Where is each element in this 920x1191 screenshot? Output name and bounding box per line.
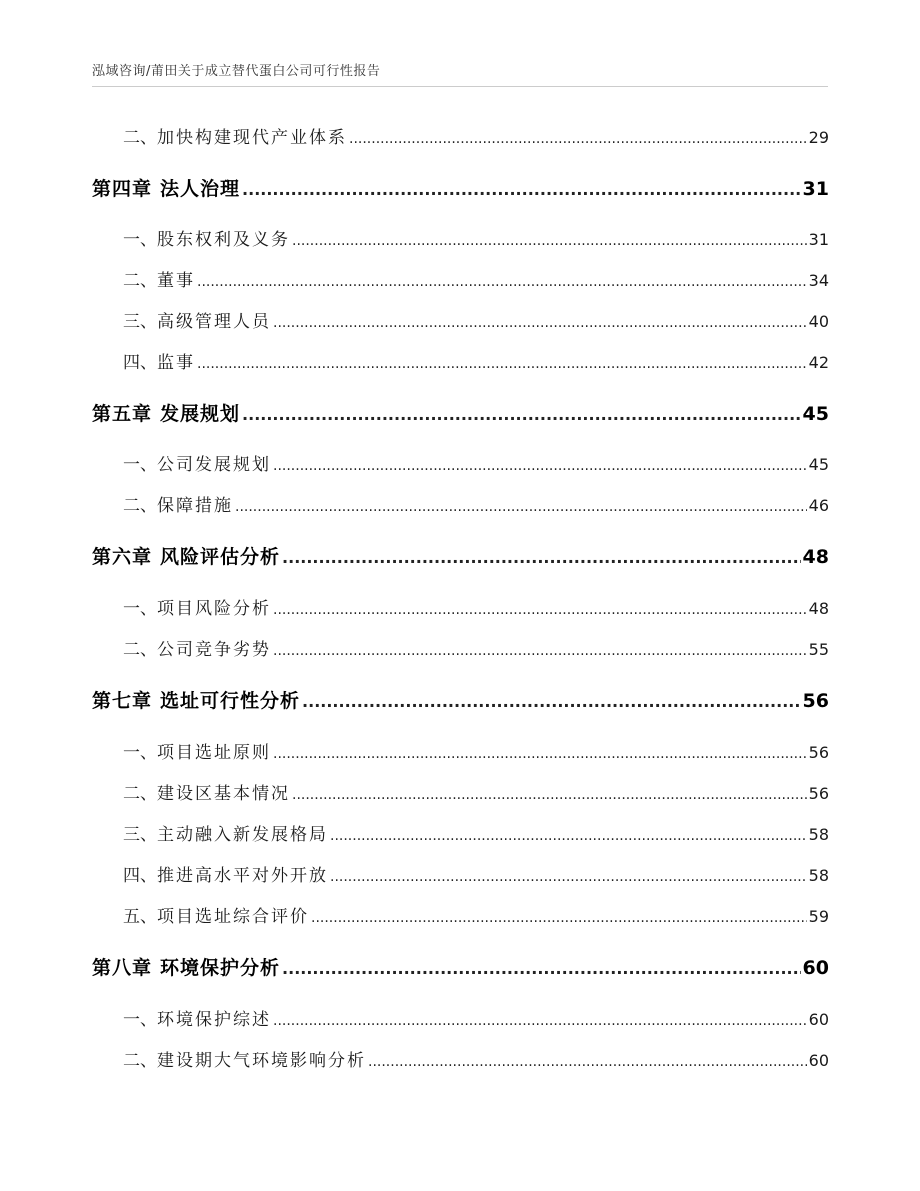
toc-entry-number: 第四章 [92, 178, 153, 200]
toc-entry-page-number: 48 [802, 546, 829, 568]
toc-entry-title: 董事 [157, 271, 195, 291]
toc-dot-leader [330, 869, 807, 885]
toc-entry-page-number: 34 [808, 271, 829, 290]
toc-section-entry[interactable] [92, 225, 829, 250]
toc-section-entry[interactable] [92, 779, 829, 804]
toc-entry-page-number: 45 [802, 403, 829, 425]
toc-entry-page-number: 60 [808, 1010, 829, 1029]
toc-section-entry[interactable] [92, 123, 829, 148]
toc-entry-number: 四、 [123, 866, 157, 886]
toc-entry-title: 加快构建现代产业体系 [157, 128, 347, 148]
toc-entry-page-number: 59 [808, 907, 829, 926]
toc-section-entry[interactable] [92, 450, 829, 475]
toc-entry-number: 一、 [123, 743, 157, 763]
toc-entry-number: 三、 [123, 825, 157, 845]
toc-entry-title: 高级管理人员 [157, 312, 271, 332]
toc-section-entry[interactable] [92, 738, 829, 763]
toc-section-entry[interactable] [92, 820, 829, 845]
toc-dot-leader [235, 499, 807, 515]
toc-dot-leader [368, 1054, 807, 1070]
toc-entry-number: 第六章 [92, 546, 153, 568]
toc-entry-number: 二、 [123, 496, 157, 516]
toc-dot-leader [282, 959, 801, 978]
toc-dot-leader [242, 405, 801, 424]
toc-entry-page-number: 40 [808, 312, 829, 331]
toc-dot-leader [197, 274, 807, 290]
toc-entry-number: 第七章 [92, 690, 153, 712]
toc-section-entry[interactable] [92, 307, 829, 332]
toc-entry-page-number: 31 [808, 230, 829, 249]
toc-dot-leader [273, 458, 807, 474]
toc-section-entry[interactable] [92, 902, 829, 927]
toc-dot-leader [330, 828, 807, 844]
toc-entry-number: 二、 [123, 128, 157, 148]
toc-entry-title: 股东权利及义务 [157, 230, 290, 250]
toc-dot-leader [273, 746, 807, 762]
toc-entry-title: 保障措施 [157, 496, 233, 516]
toc-entry-number: 一、 [123, 455, 157, 475]
toc-chapter-entry[interactable] [92, 953, 829, 980]
toc-section-entry[interactable] [92, 635, 829, 660]
toc-entry-title: 公司发展规划 [157, 455, 271, 475]
toc-entry-page-number: 55 [808, 640, 829, 659]
toc-entry-title: 环境保护综述 [157, 1010, 271, 1030]
toc-entry-page-number: 48 [808, 599, 829, 618]
toc-entry-title: 公司竞争劣势 [157, 640, 271, 660]
toc-entry-title: 项目选址原则 [157, 743, 271, 763]
running-header: 泓域咨询/莆田关于成立替代蛋白公司可行性报告 [92, 64, 381, 79]
toc-entry-number: 五、 [123, 907, 157, 927]
toc-entry-title: 项目选址综合评价 [157, 907, 309, 927]
toc-section-entry[interactable] [92, 1005, 829, 1030]
toc-dot-leader [197, 356, 807, 372]
toc-entry-number: 二、 [123, 784, 157, 804]
toc-section-entry[interactable] [92, 1046, 829, 1071]
toc-section-entry[interactable] [92, 266, 829, 291]
toc-dot-leader [273, 602, 807, 618]
toc-chapter-entry[interactable] [92, 686, 829, 713]
toc-entry-number: 第八章 [92, 957, 153, 979]
toc-entry-number: 一、 [123, 1010, 157, 1030]
toc-entry-title: 法人治理 [160, 178, 241, 200]
toc-entry-number: 二、 [123, 1051, 157, 1071]
toc-entry-page-number: 58 [808, 825, 829, 844]
toc-chapter-entry[interactable] [92, 174, 829, 201]
toc-dot-leader [242, 180, 801, 199]
toc-entry-title: 建设期大气环境影响分析 [157, 1051, 366, 1071]
toc-dot-leader [273, 315, 807, 331]
toc-entry-title: 选址可行性分析 [160, 690, 301, 712]
toc-entry-number: 第五章 [92, 403, 153, 425]
toc-dot-leader [273, 643, 807, 659]
toc-entry-page-number: 58 [808, 866, 829, 885]
toc-entry-title: 监事 [157, 353, 195, 373]
toc-entry-page-number: 29 [808, 128, 829, 147]
toc-dot-leader [273, 1013, 807, 1029]
toc-dot-leader [311, 910, 807, 926]
toc-entry-page-number: 56 [808, 743, 829, 762]
toc-entry-title: 主动融入新发展格局 [157, 825, 328, 845]
toc-entry-page-number: 45 [808, 455, 829, 474]
toc-entry-title: 推进高水平对外开放 [157, 866, 328, 886]
toc-entry-number: 二、 [123, 271, 157, 291]
toc-chapter-entry[interactable] [92, 399, 829, 426]
toc-entry-title: 风险评估分析 [160, 546, 281, 568]
toc-dot-leader [282, 548, 801, 567]
toc-entry-number: 四、 [123, 353, 157, 373]
toc-chapter-entry[interactable] [92, 542, 829, 569]
toc-section-entry[interactable] [92, 861, 829, 886]
header-divider [92, 86, 828, 87]
toc-entry-page-number: 60 [808, 1051, 829, 1070]
toc-dot-leader [302, 692, 801, 711]
toc-section-entry[interactable] [92, 594, 829, 619]
toc-dot-leader [292, 233, 807, 249]
toc-entry-page-number: 60 [802, 957, 829, 979]
toc-entry-number: 一、 [123, 230, 157, 250]
toc-entry-number: 三、 [123, 312, 157, 332]
toc-entry-page-number: 46 [808, 496, 829, 515]
toc-entry-title: 发展规划 [160, 403, 241, 425]
toc-entry-title: 建设区基本情况 [157, 784, 290, 804]
toc-dot-leader [349, 131, 807, 147]
toc-entry-number: 一、 [123, 599, 157, 619]
toc-dot-leader [292, 787, 807, 803]
toc-entry-title: 项目风险分析 [157, 599, 271, 619]
toc-entry-number: 二、 [123, 640, 157, 660]
toc-section-entry[interactable] [92, 348, 829, 373]
toc-entry-title: 环境保护分析 [160, 957, 281, 979]
toc-entry-page-number: 56 [808, 784, 829, 803]
toc-section-entry[interactable] [92, 491, 829, 516]
toc-entry-page-number: 56 [802, 690, 829, 712]
toc-entry-page-number: 31 [802, 178, 829, 200]
toc-entry-page-number: 42 [808, 353, 829, 372]
